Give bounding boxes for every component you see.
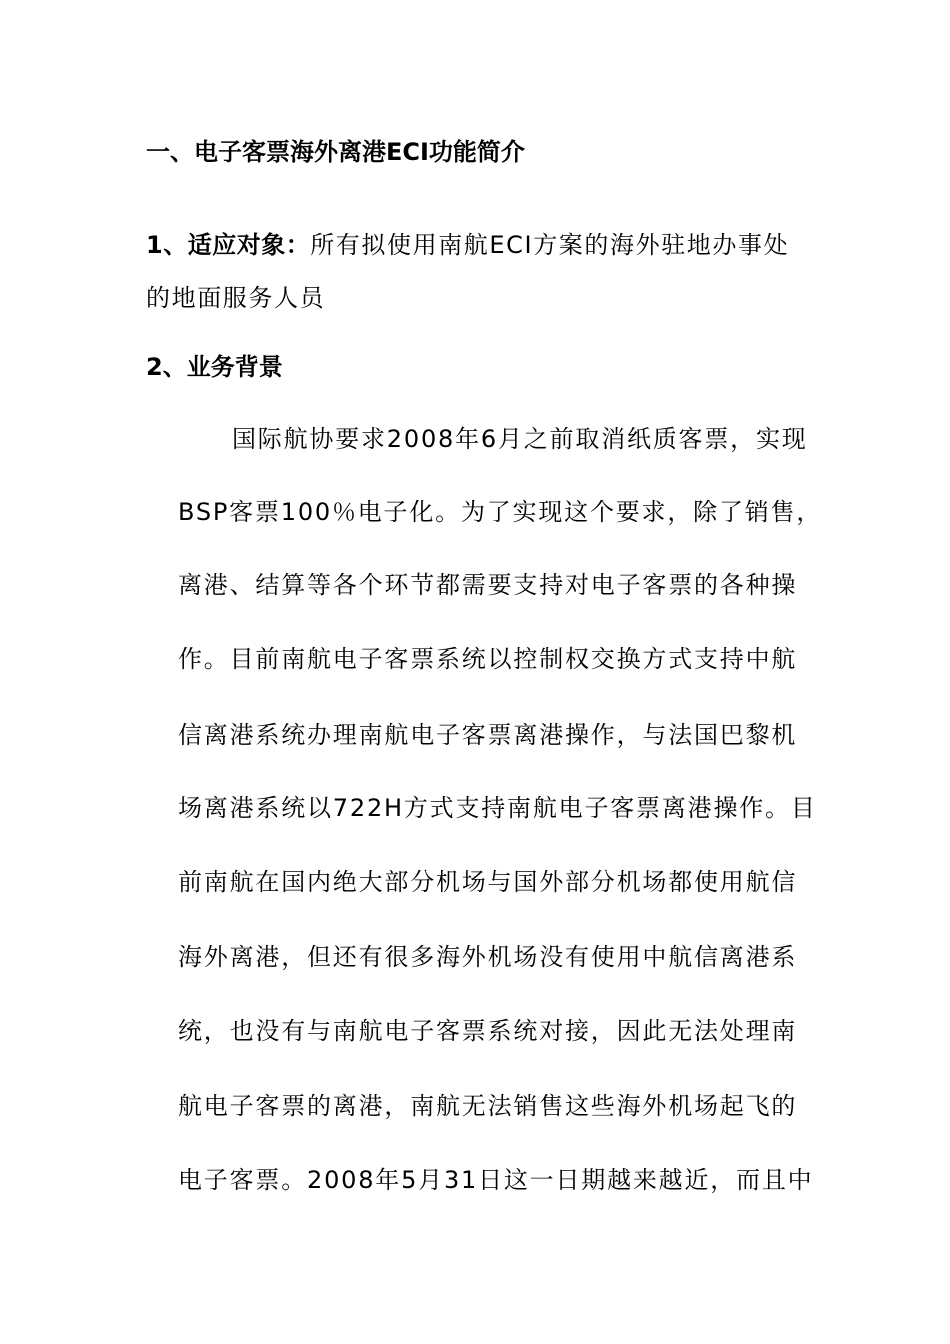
body-line-6: 场离港系统以722H方式支持南航电子客票离港操作。目 [178, 794, 817, 822]
section-heading-eci-intro: 一、电子客票海外离港ECI功能简介 [146, 138, 525, 166]
body-line-1: 国际航协要求2008年6月之前取消纸质客票，实现 [232, 425, 808, 453]
body-line-5: 信离港系统办理南航电子客票离港操作，与法国巴黎机 [178, 721, 798, 749]
body-line-9: 统，也没有与南航电子客票系统对接，因此无法处理南 [178, 1017, 798, 1045]
body-line-8: 海外离港，但还有很多海外机场没有使用中航信离港系 [178, 943, 798, 971]
target-audience-line-2: 的地面服务人员 [146, 284, 326, 312]
target-audience-line-1 [146, 233, 789, 257]
target-audience-text: 所有拟使用南航ECI方案的海外驻地办事处 [310, 231, 790, 259]
body-line-11: 电子客票。2008年5月31日这一日期越来越近，而且中 [178, 1166, 814, 1194]
body-line-7: 前南航在国内绝大部分机场与国外部分机场都使用航信 [178, 868, 798, 896]
body-line-3: 离港、结算等各个环节都需要支持对电子客票的各种操 [178, 571, 798, 599]
section-heading-business-background: 2、业务背景 [146, 353, 283, 381]
body-line-4: 作。目前南航电子客票系统以控制权交换方式支持中航 [178, 645, 798, 673]
target-audience-label: 1、适应对象： [146, 231, 311, 259]
body-line-10: 航电子客票的离港，南航无法销售这些海外机场起飞的 [178, 1092, 798, 1120]
body-line-2: BSP客票100％电子化。为了实现这个要求，除了销售， [178, 498, 823, 526]
